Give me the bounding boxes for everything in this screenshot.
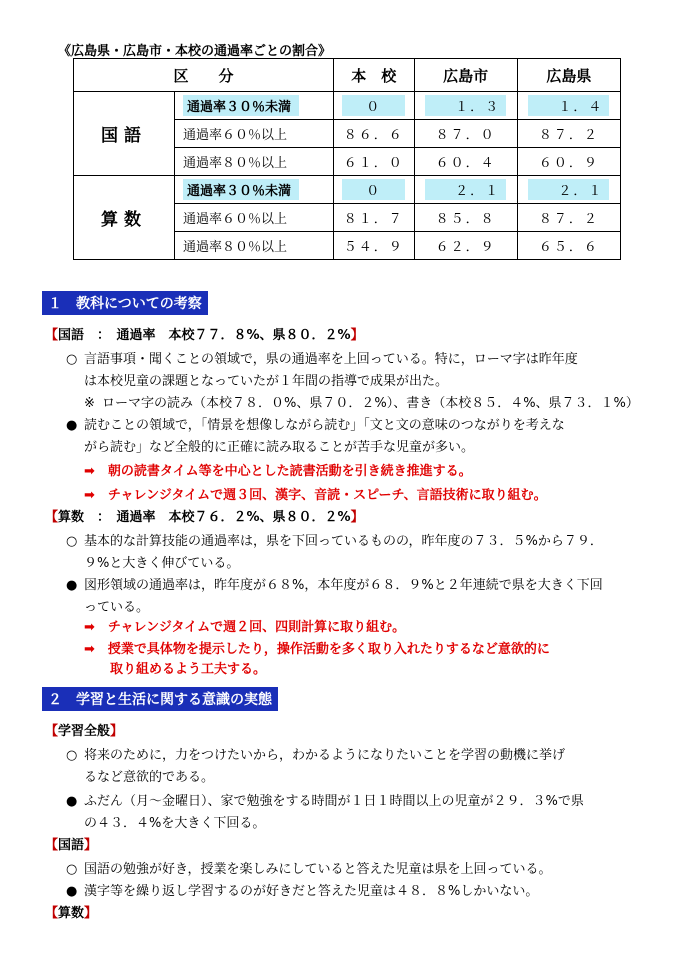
value-cell: ８７．２ xyxy=(517,204,620,232)
finding-text: ふだん（月～金曜日）、家で勉強をする時間が１日１時間以上の児童が２９．３%で県 xyxy=(84,794,584,809)
subhead-label: 学習全般 xyxy=(58,724,111,739)
finding-line xyxy=(66,574,603,593)
condition-cell xyxy=(175,92,334,120)
finding-text: ローマ字の読み（本校７８．０%、県７０．２%）、書き（本校８５．４%、県７３．１%） xyxy=(102,396,639,411)
value: ２．１ xyxy=(528,179,609,200)
kokugo-summary: 国語 ： 通過率 本校７７．８%、県８０．２% xyxy=(58,328,351,343)
mark: ● xyxy=(66,418,78,433)
finding-line xyxy=(66,744,565,763)
value-cell xyxy=(517,176,620,204)
finding-line xyxy=(66,348,578,367)
mark: ○ xyxy=(66,352,78,367)
finding-text: 将来のために，力をつけたいから，わかるようになりたいことを学習の動機に挙げ xyxy=(84,748,566,763)
value-cell: ６０．９ xyxy=(517,148,620,176)
finding-line: っている。 xyxy=(84,600,150,615)
value: １．４ xyxy=(528,95,609,116)
kokugo-subhead-2 xyxy=(45,834,97,853)
finding-line: は本校児童の課題となっていたが１年間の指導で成果が出た。 xyxy=(84,374,449,389)
mark: ※ xyxy=(84,396,95,411)
value-cell: ８７．２ xyxy=(517,120,620,148)
subject-cell: 国語 xyxy=(74,92,175,176)
subhead-label: 国語 xyxy=(58,838,85,853)
subhead-label: 算数 xyxy=(58,906,85,921)
sansu-subhead-2 xyxy=(45,902,97,921)
value-cell xyxy=(414,92,517,120)
table-header: 本 校 xyxy=(334,59,415,92)
mark: ○ xyxy=(66,862,78,877)
sansu-subhead xyxy=(45,506,364,525)
finding-text: 言語事項・聞くことの領域で，県の通過率を上回っている。特に，ローマ字は昨年度 xyxy=(84,352,578,367)
bracket-close: 】 xyxy=(350,328,364,343)
table-row xyxy=(74,176,621,204)
value-cell: ８７．０ xyxy=(414,120,517,148)
mark: ○ xyxy=(66,534,78,549)
value: １．３ xyxy=(425,95,506,116)
finding-line xyxy=(66,414,565,433)
mark: ○ xyxy=(66,748,78,763)
value-cell: ６２．９ xyxy=(414,232,517,260)
condition-cell: 通過率８０％以上 xyxy=(175,232,334,260)
condition-cell: 通過率６０％以上 xyxy=(175,120,334,148)
finding-text: 図形領域の通過率は，昨年度が６８%，本年度が６８．９%と２年連続で県を大きく下回 xyxy=(84,578,603,593)
finding-line xyxy=(66,858,551,877)
table-header: 広島市 xyxy=(414,59,517,92)
subject-cell: 算数 xyxy=(74,176,175,260)
finding-line xyxy=(66,880,538,899)
value: ０ xyxy=(342,179,405,200)
value-cell: ６０．４ xyxy=(414,148,517,176)
finding-text: 読むことの領域で，「情景を想像しながら読む」「文と文の意味のつながりを考えな xyxy=(84,418,565,433)
finding-line xyxy=(84,392,639,411)
mark: ● xyxy=(66,794,78,809)
kokugo-subhead xyxy=(45,324,364,343)
section-heading: ２ 学習と生活に関する意識の実態 xyxy=(42,687,278,711)
value-cell: ８１．７ xyxy=(334,204,415,232)
bracket-open: 【 xyxy=(45,510,59,525)
finding-text: 基本的な計算技能の通過率は，県を下回っているものの，昨年度の７３．５%から７９． xyxy=(84,534,603,549)
table-row xyxy=(74,92,621,120)
page-title: 《広島県・広島市・本校の通過率ごとの割合》 xyxy=(58,44,332,59)
action-line: ➡ 朝の読書タイム等を中心とした読書活動を引き続き推進する。 xyxy=(84,464,472,479)
bracket-open: 【 xyxy=(45,724,59,739)
bracket-open: 【 xyxy=(45,838,59,853)
condition-cell xyxy=(175,176,334,204)
gakushu-subhead xyxy=(45,720,123,739)
value-cell: ５４．９ xyxy=(334,232,415,260)
finding-line xyxy=(66,530,603,549)
value-cell: ８５．８ xyxy=(414,204,517,232)
action-line: ➡ 授業で具体物を提示したり，操作活動を多く取り入れたりするなど意欲的に xyxy=(84,642,550,657)
value-cell xyxy=(334,176,415,204)
finding-line: ９%と大きく伸びている。 xyxy=(84,556,240,571)
finding-line: がら読む」など全般的に正確に読み取ることが苦手な児童が多い。 xyxy=(84,440,475,455)
value: ０ xyxy=(342,95,405,116)
value-cell xyxy=(414,176,517,204)
bracket-close: 】 xyxy=(84,906,98,921)
table-header: 広島県 xyxy=(517,59,620,92)
finding-text: 漢字等を繰り返し学習するのが好きだと答えた児童は４８．８%しかいない。 xyxy=(84,884,539,899)
pass-rate-table xyxy=(73,58,621,260)
section-heading: １ 教科についての考察 xyxy=(42,291,208,315)
sansu-summary: 算数 ： 通過率 本校７６．２%、県８０．２% xyxy=(58,510,351,525)
value: ２．１ xyxy=(425,179,506,200)
bracket-open: 【 xyxy=(45,328,59,343)
mark: ● xyxy=(66,578,78,593)
bracket-close: 】 xyxy=(84,838,98,853)
finding-text: 国語の勉強が好き，授業を楽しみにしていると答えた児童は県を上回っている。 xyxy=(84,862,552,877)
value-cell: ６１．０ xyxy=(334,148,415,176)
action-line: ➡ チャレンジタイムで週３回、漢字、音読・スピーチ、言語技術に取り組む。 xyxy=(84,488,547,503)
value-cell: ６５．６ xyxy=(517,232,620,260)
finding-line: るなど意欲的である。 xyxy=(84,770,215,785)
bracket-close: 】 xyxy=(110,724,124,739)
value-cell xyxy=(517,92,620,120)
finding-line xyxy=(66,790,584,809)
bracket-close: 】 xyxy=(350,510,364,525)
condition-label: 通過率３０％未満 xyxy=(183,95,299,116)
condition-cell: 通過率６０％以上 xyxy=(175,204,334,232)
table-header-row xyxy=(74,59,621,92)
bracket-open: 【 xyxy=(45,906,59,921)
table-header: 区 分 xyxy=(74,59,334,92)
mark: ● xyxy=(66,884,78,899)
condition-label: 通過率３０％未満 xyxy=(183,179,299,200)
value-cell xyxy=(334,92,415,120)
finding-line: の４３．４%を大きく下回る。 xyxy=(84,816,266,831)
value-cell: ８６．６ xyxy=(334,120,415,148)
action-line: ➡ チャレンジタイムで週２回、四則計算に取り組む。 xyxy=(84,620,406,635)
action-line: 取り組めるよう工夫する。 xyxy=(84,662,267,677)
condition-cell: 通過率８０％以上 xyxy=(175,148,334,176)
